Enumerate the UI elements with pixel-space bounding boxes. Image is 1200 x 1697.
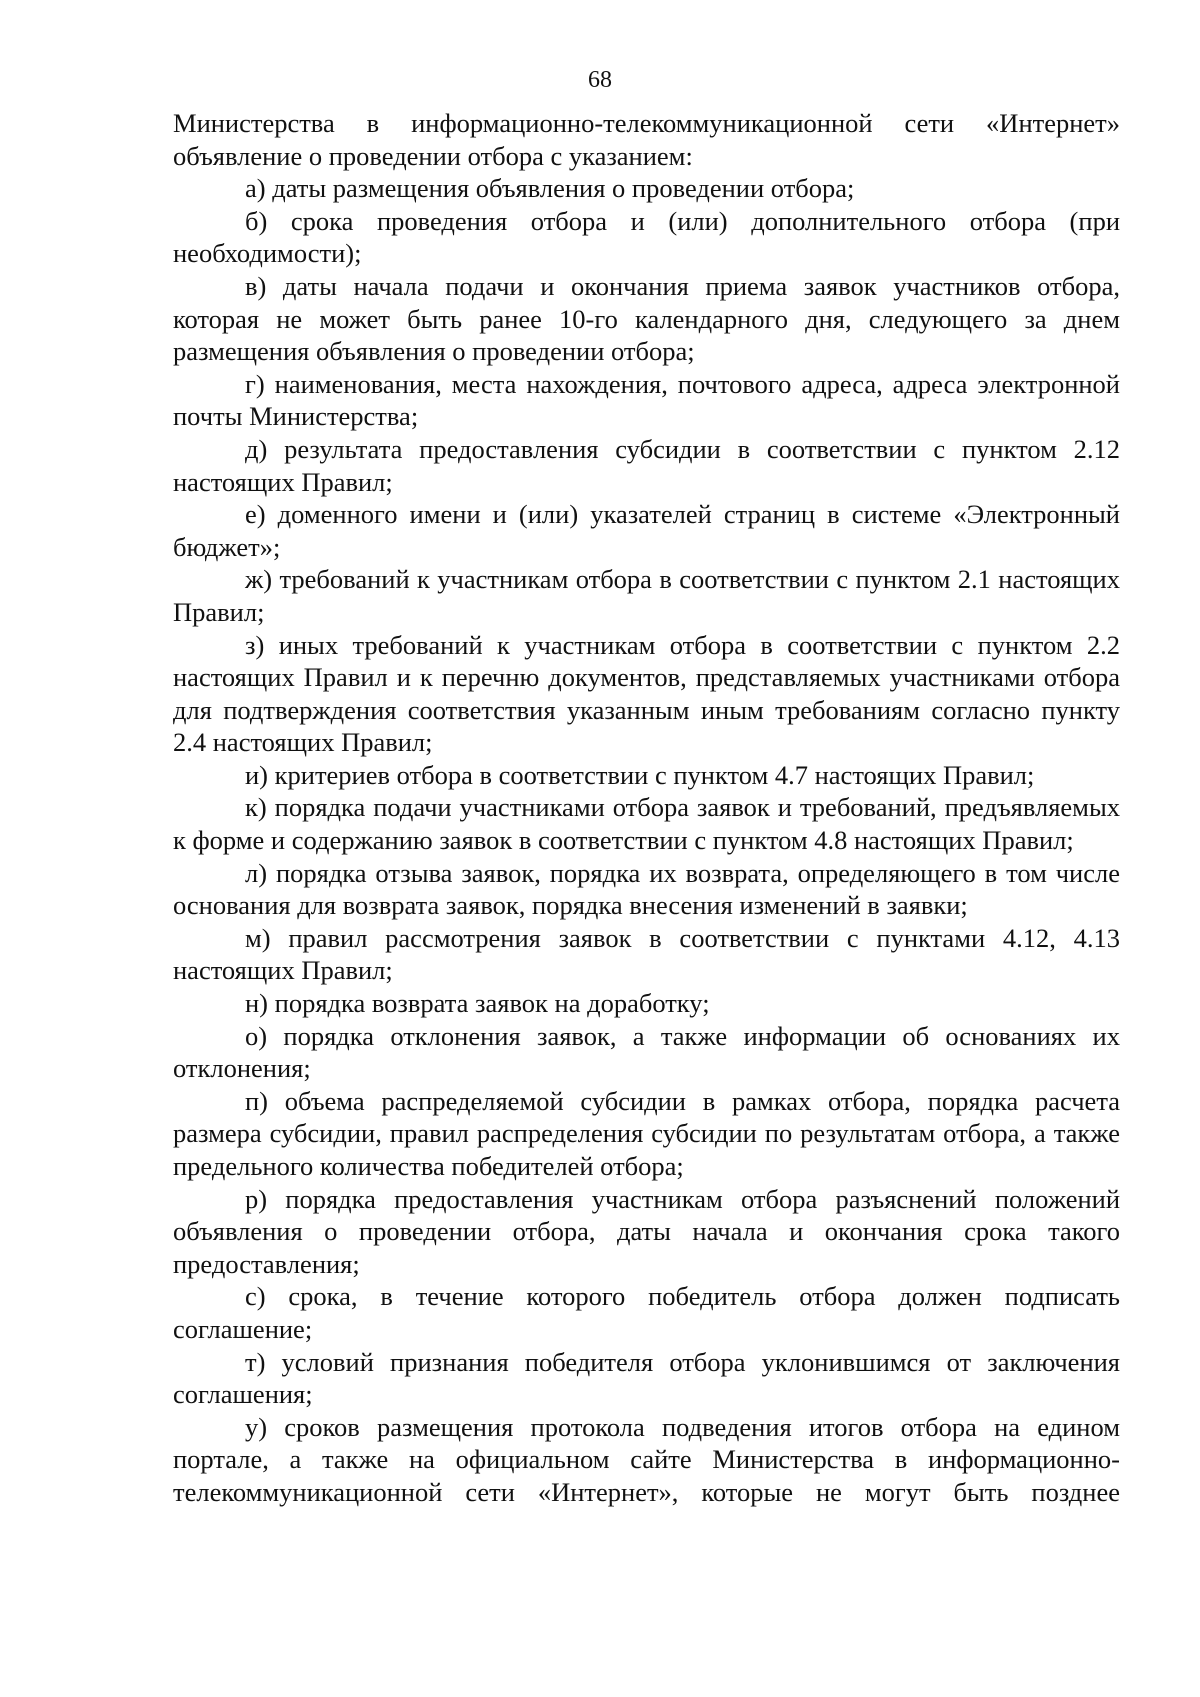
list-item-u: у) сроков размещения протокола подведения итогов отбора на едином портале, а также на официальном сайте Министерства в информационно-телекоммуникационной сети «Интернет», которые не могут быть позднее: [173, 1411, 1120, 1507]
list-item-d: д) результата предоставления субсидии в соответствии с пунктом 2.12 настоящих Правил;: [173, 433, 1120, 497]
list-item-t: т) условий признания победителя отбора уклонившимся от заключения соглашения;: [173, 1346, 1120, 1410]
list-item-v: в) даты начала подачи и окончания приема заявок участников отбора, которая не может быть ранее 10-го календарного дня, следующего за днем размещения объявления о проведении отбора;: [173, 270, 1120, 367]
list-item-b: б) срока проведения отбора и (или) дополнительного отбора (при необходимости);: [173, 205, 1120, 269]
list-item-g: г) наименования, места нахождения, почтового адреса, адреса электронной почты Министерства;: [173, 368, 1120, 432]
list-item-p: п) объема распределяемой субсидии в рамках отбора, порядка расчета размера субсидии, правил распределения субсидии по результатам отбора, а также предельного количества победителей отбора;: [173, 1085, 1120, 1181]
list-item-n: н) порядка возврата заявок на доработку;: [245, 988, 710, 1019]
list-item-i: и) критериев отбора в соответствии с пунктом 4.7 настоящих Правил;: [245, 759, 1035, 790]
page-number: 68: [588, 67, 612, 93]
list-item-s: с) срока, в течение которого победитель отбора должен подписать соглашение;: [173, 1281, 1120, 1344]
body-text: [173, 107, 1120, 1509]
list-item-zh: ж) требований к участникам отбора в соответствии с пунктом 2.1 настоящих Правил;: [173, 564, 1120, 627]
paragraph-continuation: Министерства в информационно-телекоммуникационной сети «Интернет» объявление о проведении отбора с указанием:: [173, 108, 1120, 171]
list-item-l: л) порядка отзыва заявок, порядка их возврата, определяющего в том числе основания для возврата заявок, порядка внесения изменений в заявки;: [173, 857, 1120, 921]
list-item-o: о) порядка отклонения заявок, а также информации об основаниях их отклонения;: [173, 1020, 1120, 1084]
list-item-e: е) доменного имени и (или) указателей страниц в системе «Электронный бюджет»;: [173, 499, 1120, 562]
list-item-k: к) порядка подачи участниками отбора заявок и требований, предъявляемых к форме и содержанию заявок в соответствии с пунктом 4.8 настоящих Правил;: [173, 792, 1120, 856]
list-item-a: а) даты размещения объявления о проведении отбора;: [245, 173, 855, 204]
list-item-m: м) правил рассмотрения заявок в соответствии с пунктами 4.12, 4.13 настоящих Правил;: [173, 922, 1120, 986]
list-item-z: з) иных требований к участникам отбора в соответствии с пунктом 2.2 настоящих Правил и к перечню документов, представляемых участниками отбора для подтверждения соответствия указанным иным требованиям согласно пункту 2.4 настоящих Правил;: [173, 629, 1120, 758]
list-item-r: р) порядка предоставления участникам отбора разъяснений положений объявления о проведении отбора, даты начала и окончания срока такого предоставления;: [173, 1183, 1120, 1279]
